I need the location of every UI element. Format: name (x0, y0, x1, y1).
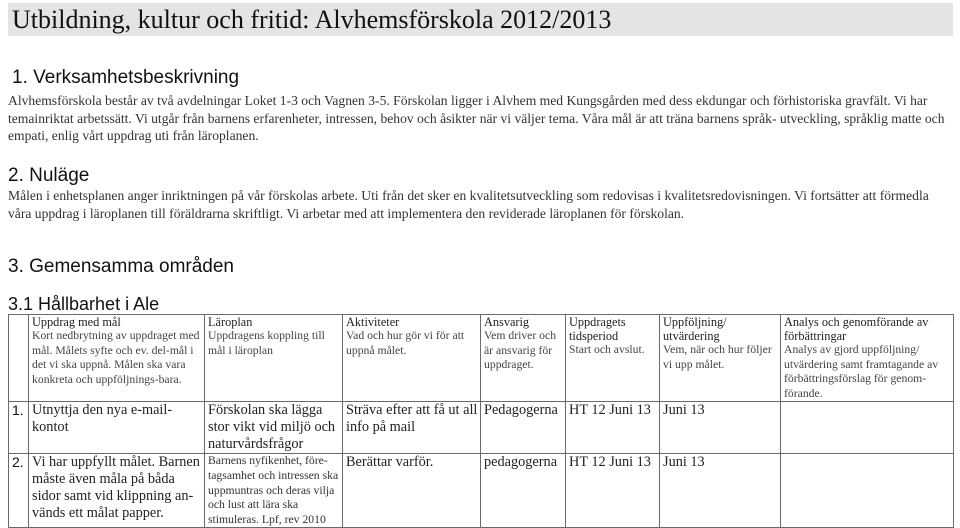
row-uppfoljning: Juni 13 (660, 402, 781, 454)
row-number: 2. (9, 454, 29, 528)
section-text-verksamhetsbeskrivning: Alvhemsförskola består av två avdelningar Loket 1-3 och Vagnen 3-5. Förskolan ligger i Alvhem med Kungsgården med dess ekdungar och förhistoriska gravfält. Vi har temainriktat arbetssätt. Vi utgår från barnens erfarenheter, intressen, behov och åsikter när vi väljer tema. Våra mål är att träna barnens språk- utveckling, språklig matte och empati, enlig vårt uppdrag uti från läroplanen. (8, 93, 945, 143)
row-tidsperiod: HT 12 Juni 13 (566, 454, 660, 528)
section-heading-verksamhetsbeskrivning: 1. Verksamhetsbeskrivning (12, 67, 240, 88)
table-row (9, 402, 954, 454)
row-uppdrag: Utnyttja den nya e-mail-kontot (29, 402, 205, 454)
header-title: Aktiviteter (346, 315, 400, 329)
plan-table (8, 314, 954, 528)
header-uppfoljning (660, 315, 781, 402)
header-title: Läroplan (208, 315, 253, 329)
header-desc: Vem driver och är ansvarig för uppdraget. (484, 329, 557, 372)
header-desc: Kort nedbrytning av uppdraget med mål. Målets syfte och ev. del-mål i det vi ska uppnå. Målen ska vara konkreta och uppföljnings-bara. (32, 329, 200, 386)
row-analys (781, 454, 954, 528)
header-desc: Analys av gjord uppföljning/ utvärdering samt framtagande av förbättringsförslag för genom-förande. (784, 343, 939, 400)
table-header-row (9, 315, 954, 402)
header-tidsperiod (566, 315, 660, 402)
header-title: Uppföljning/ utvärdering (663, 315, 727, 343)
section-heading-hallbarhet: 3.1 Hållbarhet i Ale (8, 294, 160, 314)
row-tidsperiod: HT 12 Juni 13 (566, 402, 660, 454)
row-analys (781, 402, 954, 454)
header-laroplan (205, 315, 343, 402)
table-row (9, 454, 954, 528)
header-number-cell (9, 315, 29, 402)
row-number: 1. (9, 402, 29, 454)
header-desc: Vem, när och hur följer vi upp målet. (663, 343, 772, 371)
row-uppdrag: Vi har uppfyllt målet. Barnen måste även måla på båda sidor samt vid klippning an-vänds ett målat papper. (29, 454, 205, 528)
row-laroplan: Barnens nyfikenhet, före-tagsamhet och intressen ska uppmuntras och deras vilja och lust att lära ska stimuleras. Lpf, rev 2010 (205, 454, 343, 528)
document-title: Utbildning, kultur och fritid: Alvhemsförskola 2012/2013 (12, 5, 612, 34)
row-ansvarig: pedagogerna (481, 454, 566, 528)
row-ansvarig: Pedagogerna (481, 402, 566, 454)
header-uppdrag (29, 315, 205, 402)
header-title: Uppdragets tidsperiod (569, 315, 626, 343)
row-aktiviteter: Sträva efter att få ut all info på mail (343, 402, 481, 454)
header-analys (781, 315, 954, 402)
section-heading-gemensamma-omraden: 3. Gemensamma områden (8, 256, 234, 277)
header-aktiviteter (343, 315, 481, 402)
row-aktiviteter: Berättar varför. (343, 454, 481, 528)
header-title: Ansvarig (484, 315, 530, 329)
header-title: Analys och genomförande av förbättringar (784, 315, 929, 343)
header-desc: Start och avslut. (569, 343, 645, 356)
header-ansvarig (481, 315, 566, 402)
header-desc: Uppdragens koppling till mål i läroplan (208, 329, 325, 357)
section-heading-nulage: 2. Nuläge (8, 165, 90, 186)
section-text-nulage: Målen i enhetsplanen anger inriktningen på vår förskolas arbete. Uti från det sker en kvalitetsutveckling som redovisas i kvalitetsredovisningen. Vi fortsätter att förmedla våra uppdrag i läroplanen till föräldrarna skriftligt. Vi arbetar med att implementera den reviderade läroplanen för förskolan. (8, 188, 929, 221)
document-title-bar (8, 3, 953, 36)
row-uppfoljning: Juni 13 (660, 454, 781, 528)
header-desc: Vad och hur gör vi för att uppnå målet. (346, 329, 465, 357)
row-laroplan: Förskolan ska lägga stor vikt vid miljö och naturvårdsfrågor (205, 402, 343, 454)
header-title: Uppdrag med mål (32, 315, 121, 329)
